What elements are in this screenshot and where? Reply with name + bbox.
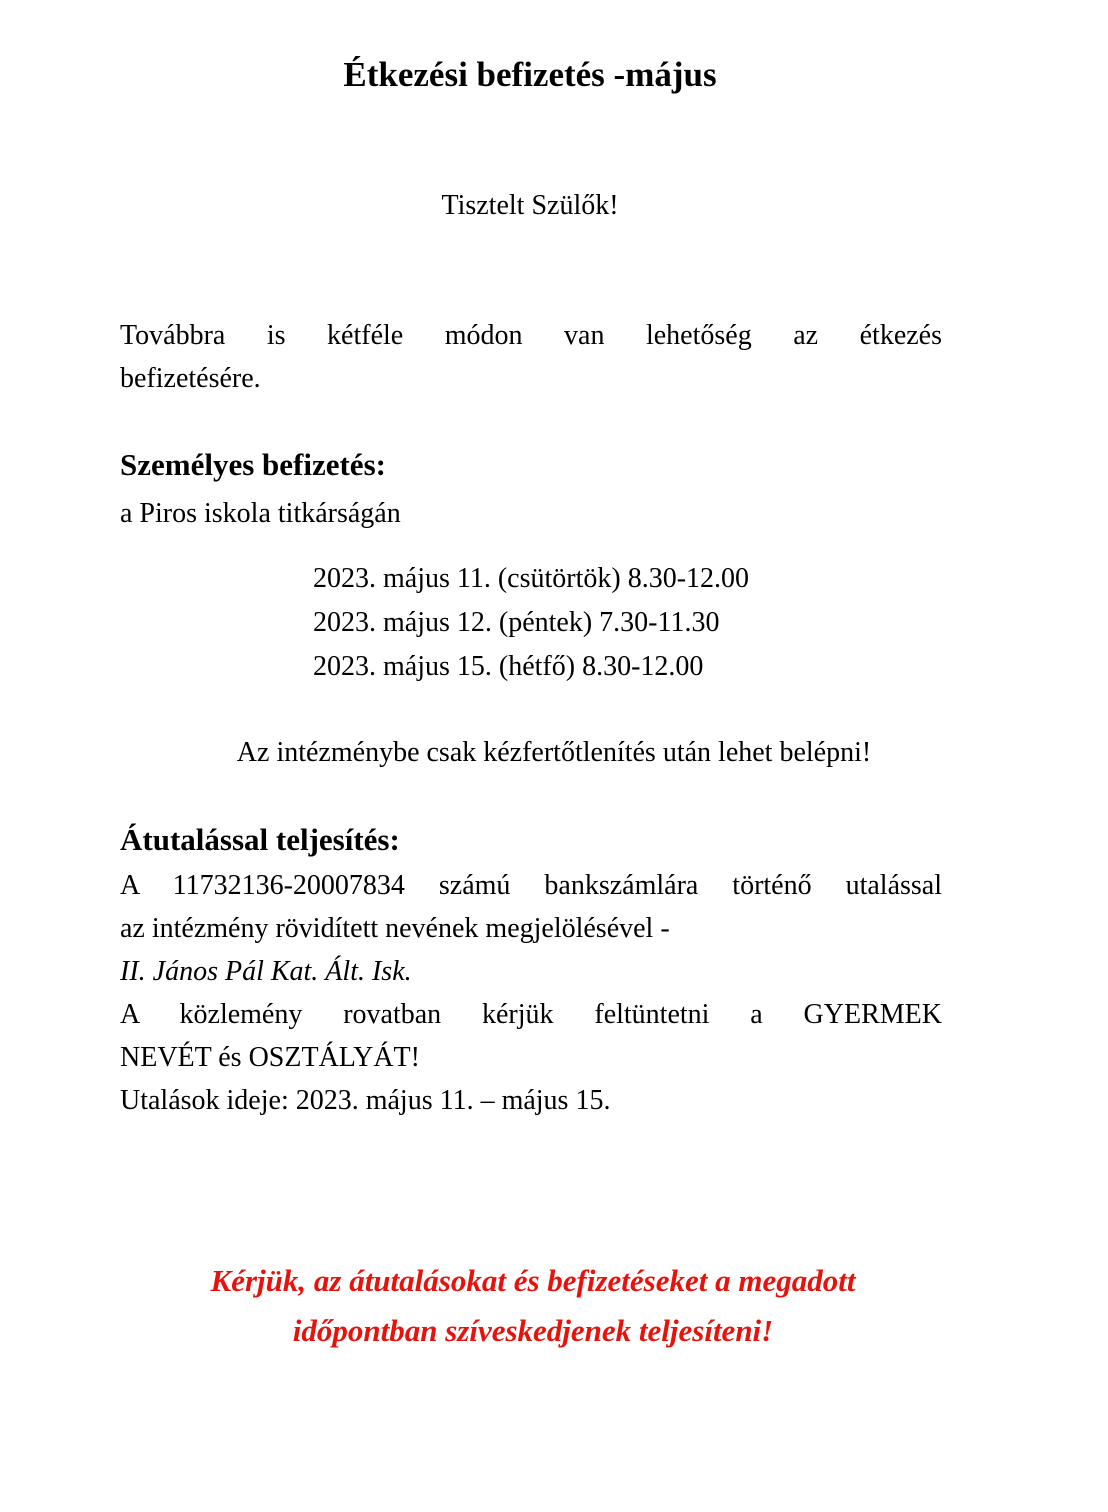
schedule-item: 2023. május 11. (csütörtök) 8.30-12.00	[313, 563, 750, 594]
transfer-line-3: A közlemény rovatban kérjük feltüntetni a GYERMEK	[120, 999, 942, 1030]
footer-line-2: időpontban szíveskedjenek teljesíteni!	[292, 1313, 774, 1348]
page-title: Étkezési befizetés -május	[343, 55, 717, 94]
intro-paragraph	[120, 314, 942, 400]
footer-request	[0, 1256, 1066, 1356]
greeting: Tisztelt Szülők!	[441, 190, 619, 221]
transfer-line-1: A 11732136-20007834 számú bankszámlára történő utalással	[120, 870, 942, 901]
hygiene-notice: Az intézménybe csak kézfertőtlenítés után lehet belépni!	[236, 737, 872, 768]
institution-name: II. János Pál Kat. Ált. Isk.	[120, 956, 412, 987]
transfer-heading: Átutalással teljesítés:	[120, 822, 400, 857]
personal-heading: Személyes befizetés:	[120, 447, 386, 482]
footer-line-1: Kérjük, az átutalásokat és befizetéseket a megadott	[210, 1263, 856, 1298]
transfer-line-2: az intézmény rövidített nevének megjelölésével -	[120, 913, 670, 944]
schedule-item: 2023. május 12. (péntek) 7.30-11.30	[313, 607, 720, 638]
personal-location: a Piros iskola titkárságán	[120, 498, 401, 529]
schedule-list	[313, 557, 749, 689]
transfer-period: Utalások ideje: 2023. május 11. – május 15.	[120, 1085, 611, 1116]
transfer-paragraph	[120, 864, 942, 1122]
intro-line-1: Továbbra is kétféle módon van lehetőség az étkezés	[120, 320, 942, 351]
schedule-item: 2023. május 15. (hétfő) 8.30-12.00	[313, 651, 704, 682]
transfer-line-4: NEVÉT és OSZTÁLYÁT!	[120, 1042, 420, 1073]
intro-line-2: befizetésére.	[120, 363, 261, 394]
